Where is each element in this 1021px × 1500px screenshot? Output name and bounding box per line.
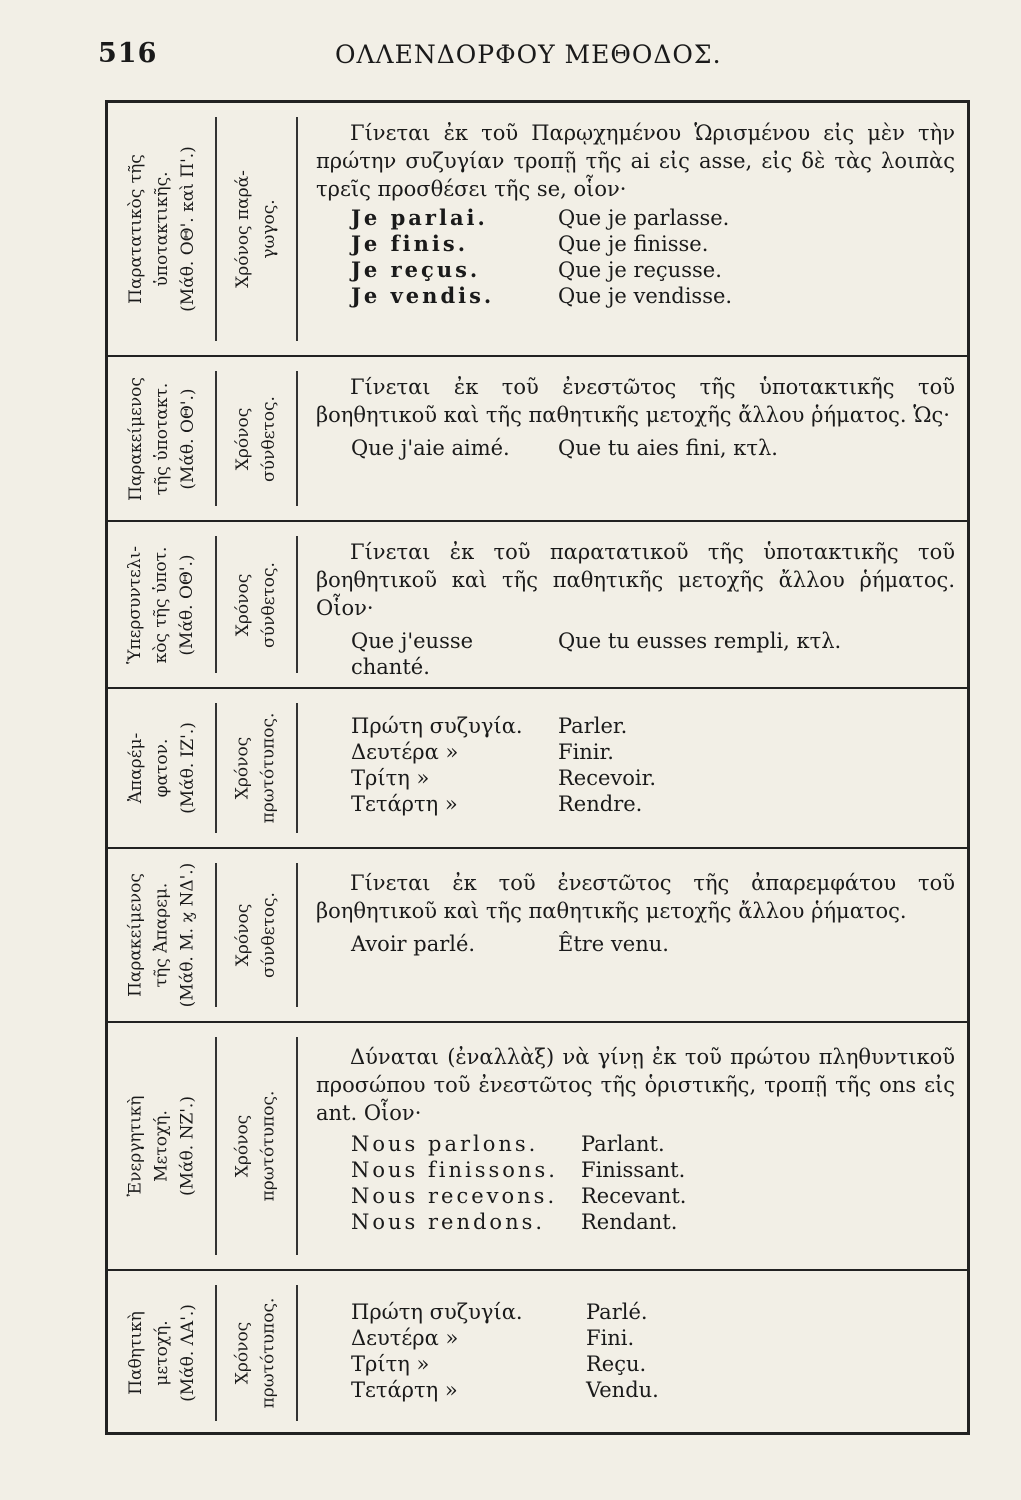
- tense-type-line: Χρόνος: [232, 1321, 253, 1385]
- table-row: [108, 689, 967, 849]
- running-title: ΟΛΛΕΝΔΟΡΦΟΥ ΜΕΘΟΔΟΣ.: [335, 40, 722, 69]
- example-list: [316, 931, 955, 957]
- lesson-reference: (Μάθ. ΟΘ'.): [177, 553, 198, 656]
- example-pair: Τετάρτη » Vendu.: [351, 1378, 659, 1402]
- tense-type-cell: [215, 689, 296, 847]
- description-text: Δύναται (ἐναλλὰξ) νὰ γίνῃ ἐκ τοῦ πρώτου πληθυντικοῦ προσώπου τοῦ ἐνεστῶτος τῆς ὁριστικῆς, τροπῇ τῆς ons εἰς ant. Οἷον·: [316, 1045, 955, 1125]
- tense-type-line: πρωτότυπος.: [258, 1090, 279, 1202]
- tense-name-cell: [108, 689, 215, 847]
- tense-name-line: Μετοχή.: [151, 1110, 172, 1182]
- tense-type-line: γωγος.: [258, 199, 279, 259]
- description-cell: [316, 538, 955, 680]
- example-pair: Je finis. Que je finisse.: [351, 231, 709, 256]
- table-row: [108, 522, 967, 689]
- tense-type-line: σύνθετος.: [258, 395, 279, 482]
- example-pair: Je parlai. Que je parlasse.: [351, 205, 730, 230]
- table-row: [108, 103, 967, 357]
- description-cell: [316, 1043, 955, 1235]
- tense-type-cell: [215, 522, 296, 687]
- example-pair: Je vendis. Que je vendisse.: [351, 283, 733, 308]
- table-row: [108, 1023, 967, 1271]
- lesson-reference: (Μάθ. Μ. ϗ ΝΔ'.): [177, 862, 198, 1008]
- description-text: Γίνεται ἐκ τοῦ παρατατικοῦ τῆς ὑποτακτικῆς τοῦ βοηθητικοῦ καὶ τῆς παθητικῆς μετοχῆς ἄλλου ῥήματος. Οἷον·: [316, 540, 955, 620]
- lesson-reference: (Μάθ. ΝΖ'.): [177, 1096, 198, 1196]
- table-row: [108, 849, 967, 1023]
- tense-name-cell: [108, 103, 215, 355]
- tense-name-line: μετοχή.: [151, 1320, 172, 1386]
- tense-type-line: πρωτότυπος.: [258, 1297, 279, 1409]
- conjugation-table: [105, 100, 970, 1435]
- tense-name-cell: [108, 522, 215, 687]
- example-pair: Je reçus. Que je reçusse.: [351, 257, 722, 282]
- example-pair: Avoir parlé. Être venu.: [351, 932, 669, 956]
- tense-type-cell: [215, 1271, 296, 1435]
- lesson-reference: (Μάθ. ΟΘ'.): [177, 387, 198, 490]
- tense-type-line: πρωτότυπος.: [258, 712, 279, 824]
- tense-type-cell: [215, 849, 296, 1021]
- tense-type-line: σύνθετος.: [258, 561, 279, 648]
- table-row: [108, 357, 967, 522]
- example-pair: Τετάρτη » Rendre.: [351, 792, 643, 816]
- description-cell: [316, 119, 955, 309]
- description-text: Γίνεται ἐκ τοῦ ἐνεστῶτος τῆς ὑποτακτικῆς τοῦ βοηθητικοῦ καὶ τῆς παθητικῆς μετοχῆς ἄλλου ῥήματος. Ὡς·: [316, 375, 955, 427]
- example-list: [316, 1131, 955, 1235]
- tense-name-line: Παρακείμενος: [125, 873, 146, 997]
- tense-name-line: Ἐνεργητικὴ: [125, 1095, 146, 1197]
- description-cell: [316, 869, 955, 957]
- example-pair: Nous recevons. Recevant.: [351, 1184, 687, 1208]
- description-cell: [316, 373, 955, 461]
- example-list: [316, 713, 955, 817]
- tense-type-line: σύνθετος.: [258, 892, 279, 978]
- tense-name-cell: [108, 1023, 215, 1269]
- tense-name-cell: [108, 1271, 215, 1435]
- page-number: 516: [98, 38, 158, 69]
- tense-type-cell: [215, 1023, 296, 1269]
- description-text: Γίνεται ἐκ τοῦ ἐνεστῶτος τῆς ἀπαρεμφάτου τοῦ βοηθητικοῦ καὶ τῆς παθητικῆς μετοχῆς ἄλλου ῥήματος.: [316, 871, 955, 923]
- example-pair: Δευτέρα » Finir.: [351, 740, 614, 764]
- tense-name-line: τῆς ὑποτακτ.: [151, 382, 172, 495]
- tense-type-line: Χρόνος παρά-: [232, 170, 253, 288]
- tense-type-line: Χρόνος: [232, 903, 253, 967]
- example-pair: Que j'aie aimé. Que tu aies fini, κτλ.: [351, 436, 778, 460]
- example-list: [316, 205, 955, 309]
- example-pair: Πρώτη συζυγία. Parlé.: [351, 1300, 648, 1324]
- tense-type-line: Χρόνος: [232, 1114, 253, 1178]
- tense-type-line: Χρόνος: [232, 736, 253, 800]
- tense-name-line: Ἀπαρέμ-: [125, 732, 146, 804]
- lesson-reference: (Μάθ. ΙΖ'.): [177, 722, 198, 814]
- tense-name-line: φατον.: [151, 738, 172, 798]
- tense-name-line: Παρατατικὸς τῆς: [125, 154, 146, 304]
- tense-name-cell: [108, 357, 215, 520]
- tense-name-line: Παθητικὴ: [125, 1311, 146, 1395]
- tense-type-cell: [215, 357, 296, 520]
- tense-name-line: Ὑπερσυντελι-: [125, 545, 146, 664]
- tense-name-line: κὸς τῆς ὑποτ.: [151, 546, 172, 663]
- description-text: Γίνεται ἐκ τοῦ Παρῳχημένου Ὡρισμένου εἰς μὲν τὴν πρώτην συζυγίαν τροπῇ τῆς ai εἰς asse, εἰς δὲ τὰς λοιπὰς τρεῖς προσθέσει τῆς se, οἷον·: [316, 121, 955, 201]
- tense-name-line: τῆς Ἀπαρεμ.: [151, 882, 172, 988]
- table-row: [108, 1271, 967, 1435]
- tense-type-line: Χρόνος: [232, 573, 253, 636]
- example-pair: Τρίτη » Recevoir.: [351, 766, 657, 790]
- description-cell: [316, 711, 955, 817]
- example-pair: Τρίτη » Reçu.: [351, 1352, 647, 1376]
- example-pair: Πρώτη συζυγία. Parler.: [351, 714, 628, 738]
- example-pair: Nous parlons. Parlant.: [351, 1132, 665, 1156]
- tense-name-line: ὑποτακτικῆς.: [151, 171, 172, 287]
- tense-type-cell: [215, 103, 296, 355]
- example-pair: Nous rendons. Rendant.: [351, 1210, 678, 1234]
- lesson-reference: (Μάθ. ΟΘ'. καὶ Π'.): [177, 146, 198, 312]
- example-list: [316, 1299, 955, 1403]
- lesson-reference: (Μάθ. ΛΑ'.): [177, 1304, 198, 1402]
- tense-name-cell: [108, 849, 215, 1021]
- example-pair: Nous finissons. Finissant.: [351, 1158, 686, 1182]
- example-list: [316, 435, 955, 461]
- example-pair: Que j'eusse chanté. Que tu eusses rempli, κτλ.: [351, 629, 842, 679]
- example-list: [316, 628, 955, 680]
- tense-name-line: Παρακείμενος: [125, 376, 146, 501]
- example-pair: Δευτέρα » Fini.: [351, 1326, 635, 1350]
- description-cell: [316, 1297, 955, 1403]
- tense-type-line: Χρόνος: [232, 407, 253, 470]
